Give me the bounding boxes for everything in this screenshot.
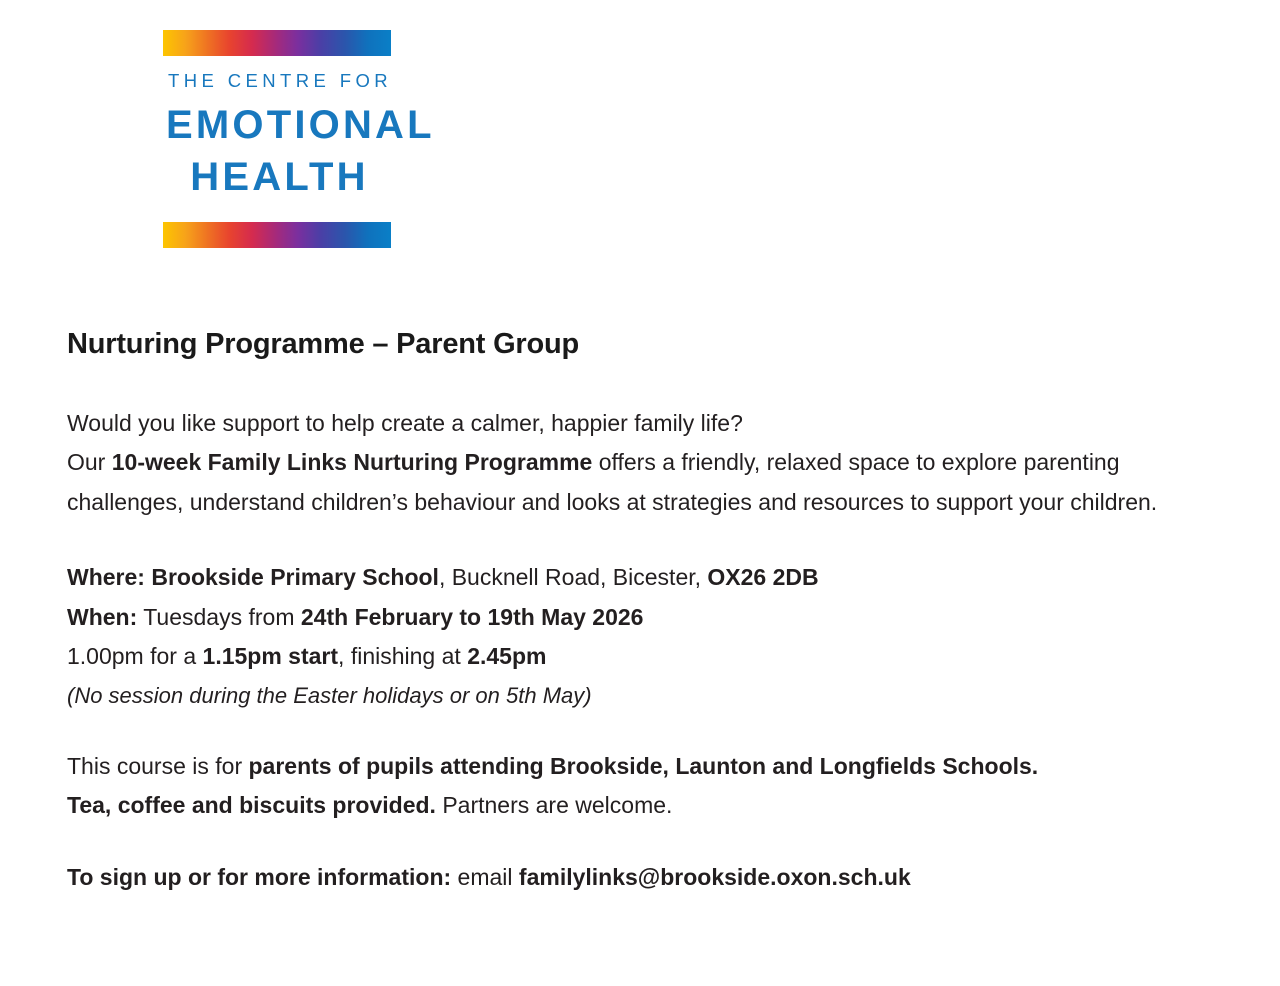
logo-line-health: HEALTH bbox=[190, 155, 369, 200]
signup-block bbox=[67, 858, 1227, 898]
intro-paragraph bbox=[67, 404, 1227, 523]
intro-line-2-prefix: Our bbox=[67, 449, 112, 476]
logo-gradient-bar-bottom bbox=[163, 222, 391, 248]
logo-line-emotional: EMOTIONAL bbox=[166, 103, 435, 148]
signup-label: To sign up or for more information: bbox=[67, 863, 452, 890]
details-block bbox=[67, 558, 1227, 677]
time-end: 2.45pm bbox=[467, 643, 547, 670]
when-days: Tuesdays from bbox=[137, 603, 301, 630]
logo-text bbox=[163, 56, 435, 222]
page-title: Nurturing Programme – Parent Group bbox=[67, 328, 580, 360]
intro-line-2-rest: offers a friendly, relaxed space to explore parenting challenges, understand children’s behaviour and looks at strategies and resources to support your children. bbox=[67, 449, 1158, 515]
intro-line-1: Would you like support to help create a calmer, happier family life? bbox=[67, 409, 743, 436]
partners-note: Partners are welcome. bbox=[435, 792, 673, 819]
refreshments-note: Tea, coffee and biscuits provided. bbox=[67, 792, 436, 819]
no-session-note: (No session during the Easter holidays or on 5th May) bbox=[67, 682, 592, 708]
audience-prefix: This course is for bbox=[67, 752, 249, 779]
signup-email-prefix: email bbox=[451, 863, 519, 890]
organisation-logo bbox=[163, 30, 435, 248]
where-postcode: OX26 2DB bbox=[707, 564, 819, 591]
time-prefix: 1.00pm for a bbox=[67, 643, 203, 670]
where-label: Where: bbox=[67, 564, 145, 591]
poster-content bbox=[67, 326, 1227, 897]
time-start: 1.15pm start bbox=[202, 643, 339, 670]
logo-gradient-bar-top bbox=[163, 30, 391, 56]
where-address: , Bucknell Road, Bicester, bbox=[438, 564, 708, 591]
when-label: When: bbox=[67, 603, 138, 630]
intro-programme-name: 10-week Family Links Nurturing Programme bbox=[111, 449, 593, 476]
time-middle: , finishing at bbox=[338, 643, 468, 670]
audience-schools: parents of pupils attending Brookside, Launton and Longfields Schools. bbox=[248, 752, 1039, 779]
audience-block bbox=[67, 747, 1227, 826]
where-venue: Brookside Primary School bbox=[144, 564, 439, 591]
signup-email-address[interactable]: familylinks@brookside.oxon.sch.uk bbox=[518, 863, 911, 890]
when-dates: 24th February to 19th May 2026 bbox=[300, 603, 644, 630]
logo-line-the-centre-for: THE CENTRE FOR bbox=[168, 70, 392, 91]
